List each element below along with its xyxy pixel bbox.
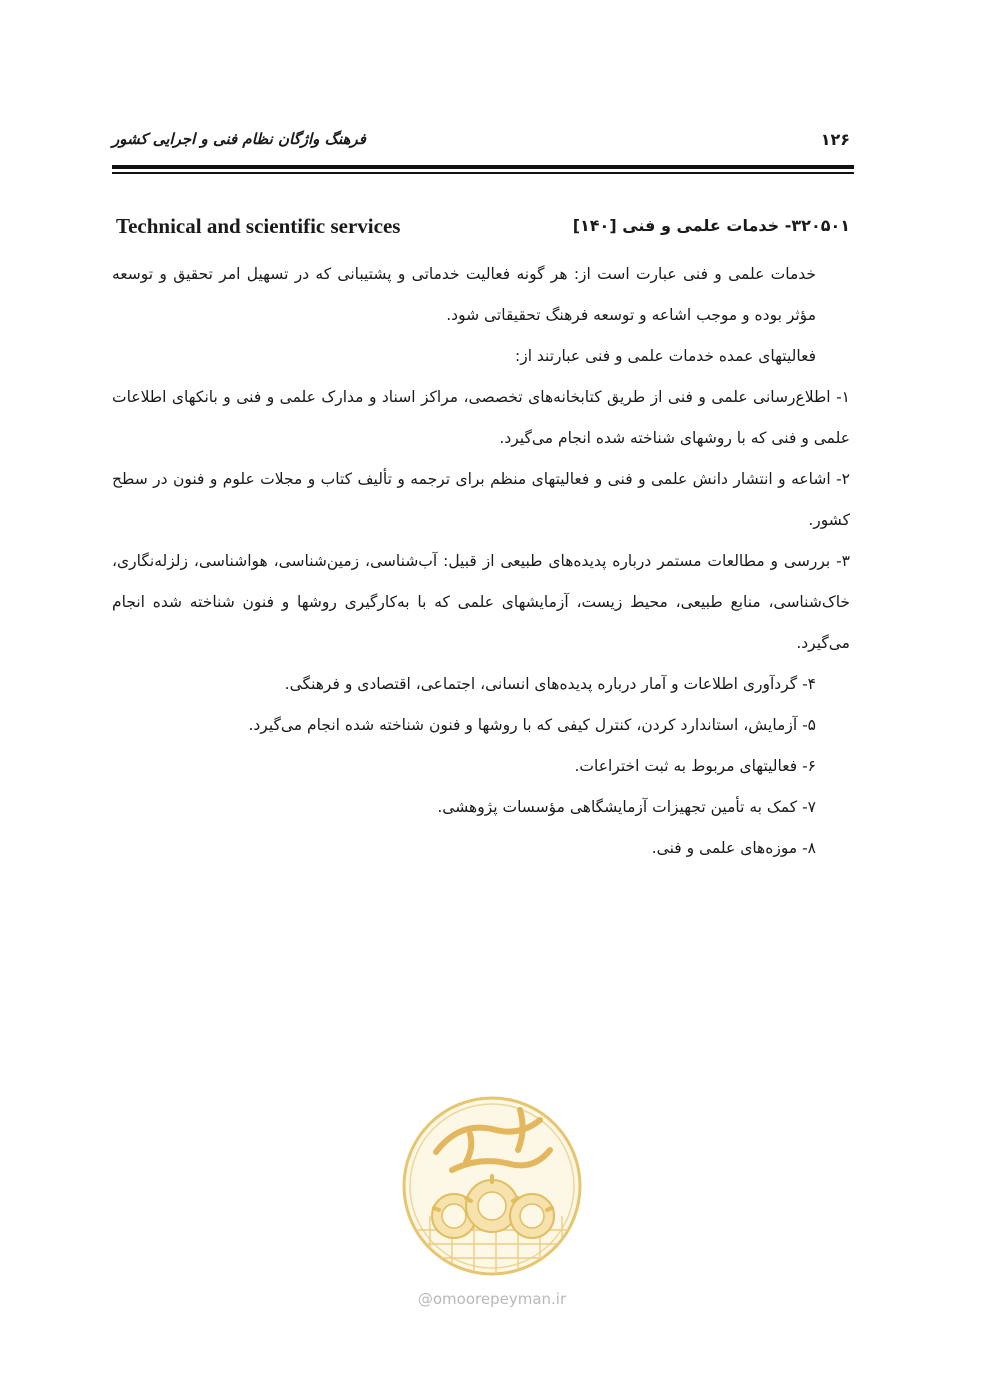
running-title: فرهنگ واژگان نظام فنی و اجرایی کشور	[112, 130, 366, 148]
entry-body	[112, 254, 850, 869]
entry-heading	[112, 214, 850, 246]
list-item-5: ۵- آزمایش، استاندارد کردن، کنترل کیفی که با روشها و فنون شناخته شده انجام می‌گیرد.	[248, 716, 816, 734]
list-item-2: ۲- اشاعه و انتشار دانش علمی و فنی و فعالیتهای منظم برای ترجمه و تألیف کتاب و مجلات علوم و فنون در سطح کشور.	[112, 470, 850, 529]
header-rule-thin	[112, 172, 854, 174]
definition-paragraph: خدمات علمی و فنی عبارت است از: هر گونه فعالیت خدماتی و پشتیبانی که در تسهیل امر تحقیق و توسعه مؤثر بوده و موجب اشاعه و توسعه فرهنگ تحقیقاتی شود.	[112, 265, 816, 324]
list-item-1: ۱- اطلاع‌رسانی علمی و فنی از طریق کتابخانه‌های تخصصی، مراکز اسناد و مدارک علمی و فنی و بانکهای اطلاعات علمی و فنی که با روشهای شناخته شده انجام می‌گیرد.	[112, 388, 850, 447]
list-item-3: ۳- بررسی و مطالعات مستمر درباره پدیده‌های طبیعی از قبیل: آب‌شناسی، زمین‌شناسی، هواشناسی، زلزله‌نگاری، خاک‌شناسی، منابع طبیعی، محیط زیست، آزمایشهای علمی که با به‌کارگیری روشها و فنون شناخته شده انجام می‌گیرد.	[112, 552, 850, 652]
entry-title-en: Technical and scientific services	[116, 214, 401, 238]
watermark-caption: @omoorepeyman.ir	[417, 1290, 567, 1308]
list-item-8: ۸- موزه‌های علمی و فنی.	[651, 839, 816, 857]
intro-paragraph: فعالیتهای عمده خدمات علمی و فنی عبارتند از:	[514, 347, 816, 365]
entry-title-fa: ۳۲۰۵۰۱- خدمات علمی و فنی [۱۴۰]	[572, 216, 850, 235]
watermark-logo	[400, 1090, 584, 1320]
page-header	[112, 126, 850, 156]
list-item-6: ۶- فعالیتهای مربوط به ثبت اختراعات.	[574, 757, 816, 775]
list-item-7: ۷- کمک به تأمین تجهیزات آزمایشگاهی مؤسسات پژوهشی.	[437, 798, 816, 816]
list-item-4: ۴- گردآوری اطلاعات و آمار درباره پدیده‌های انسانی، اجتماعی، اقتصادی و فرهنگی.	[284, 675, 816, 693]
seal-logo-icon	[400, 1090, 584, 1286]
header-rule-thick	[112, 165, 854, 169]
page-number: ۱۲۶	[820, 130, 850, 149]
